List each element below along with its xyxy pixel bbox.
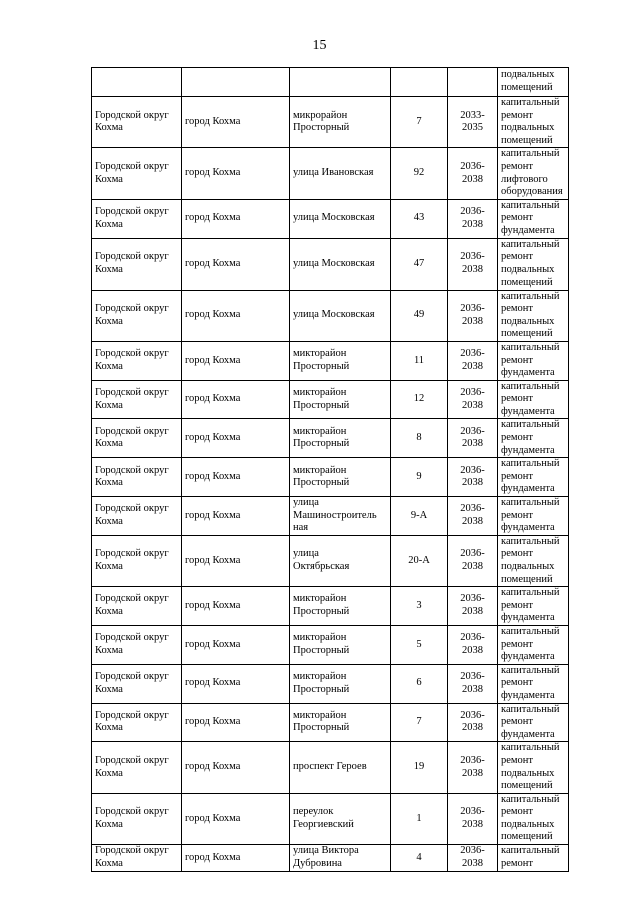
work-type-cell-text: капитальный ремонт подвальных помещений bbox=[501, 290, 560, 340]
house-number-cell-text: 11 bbox=[413, 354, 425, 366]
street-cell bbox=[290, 497, 391, 536]
work-type-cell bbox=[498, 664, 569, 703]
settlement-cell bbox=[182, 625, 290, 664]
street-cell-text: улица Московская bbox=[293, 257, 375, 269]
settlement-cell-text: город Кохма bbox=[185, 554, 241, 566]
house-number-cell bbox=[391, 458, 448, 497]
period-cell-text: 2036- 2038 bbox=[460, 754, 485, 779]
period-cell-text: 2033- 2035 bbox=[460, 109, 485, 134]
house-number-cell-text: 9 bbox=[416, 470, 422, 482]
street-cell-text: микторайон Просторный bbox=[293, 348, 350, 372]
house-number-cell bbox=[391, 535, 448, 586]
work-type-cell bbox=[498, 497, 569, 536]
street-cell-text: микторайон Просторный bbox=[293, 464, 350, 489]
street-cell bbox=[290, 845, 391, 872]
period-cell bbox=[448, 458, 498, 497]
period-cell bbox=[448, 290, 498, 341]
period-cell-text: 2036- 2038 bbox=[460, 845, 485, 870]
municipality-cell bbox=[92, 68, 182, 97]
street-cell bbox=[290, 703, 391, 742]
work-type-cell-text: капитальный ремонт подвальных помещений bbox=[501, 97, 560, 146]
settlement-cell-text: город Кохма bbox=[185, 761, 241, 773]
house-number-cell-text: 20-А bbox=[408, 554, 430, 566]
municipality-cell-text: Городской округ Кохма bbox=[95, 671, 169, 695]
table-row bbox=[92, 97, 569, 148]
period-cell bbox=[448, 845, 498, 872]
settlement-cell bbox=[182, 148, 290, 199]
municipality-cell-text: Городской округ Кохма bbox=[95, 503, 169, 527]
work-type-cell bbox=[498, 199, 569, 238]
work-type-cell bbox=[498, 238, 569, 290]
settlement-cell-text: город Кохма bbox=[185, 115, 241, 127]
settlement-cell-text: город Кохма bbox=[185, 812, 241, 824]
settlement-cell-text: город Кохма bbox=[185, 167, 241, 179]
work-type-cell-text: капитальный ремонт bbox=[501, 845, 560, 870]
period-cell-text: 2036- 2038 bbox=[460, 593, 485, 618]
house-number-cell bbox=[391, 341, 448, 380]
settlement-cell bbox=[182, 535, 290, 586]
street-cell-text: улица Машиностроитель ная bbox=[293, 497, 377, 534]
period-cell-text: 2036- 2038 bbox=[460, 548, 485, 572]
settlement-cell bbox=[182, 419, 290, 458]
table-row bbox=[92, 793, 569, 844]
house-number-cell-text: 5 bbox=[416, 638, 422, 650]
street-cell bbox=[290, 290, 391, 341]
municipality-cell-text: Городской округ Кохма bbox=[95, 206, 169, 230]
period-cell bbox=[448, 703, 498, 742]
street-cell-text: микторайон Просторный bbox=[293, 671, 350, 695]
street-cell bbox=[290, 341, 391, 380]
table-row bbox=[92, 380, 569, 419]
municipality-cell bbox=[92, 703, 182, 742]
period-cell bbox=[448, 341, 498, 380]
municipality-cell bbox=[92, 664, 182, 703]
street-cell-text: улица Московская bbox=[293, 309, 375, 321]
work-type-cell bbox=[498, 703, 569, 742]
period-cell-text: 2036- 2038 bbox=[460, 160, 485, 185]
settlement-cell bbox=[182, 341, 290, 380]
house-number-cell bbox=[391, 97, 448, 148]
settlement-cell-text: город Кохма bbox=[185, 677, 241, 689]
municipality-cell-text: Городской округ Кохма bbox=[95, 593, 169, 618]
table-row bbox=[92, 238, 569, 290]
settlement-cell bbox=[182, 68, 290, 97]
work-type-cell-text: капитальный ремонт фундамента bbox=[501, 199, 560, 236]
settlement-cell-text: город Кохма bbox=[185, 509, 241, 521]
work-type-cell-text: капитальный ремонт лифтового оборудования bbox=[501, 148, 563, 198]
house-number-cell-text: 4 bbox=[416, 851, 422, 863]
table-row bbox=[92, 419, 569, 458]
period-cell-text: 2036- 2038 bbox=[460, 206, 485, 230]
work-type-cell-text: капитальный ремонт фундамента bbox=[501, 341, 560, 379]
period-cell-text: 2036- 2038 bbox=[460, 709, 485, 734]
municipality-cell bbox=[92, 535, 182, 586]
work-type-cell bbox=[498, 341, 569, 380]
settlement-cell bbox=[182, 497, 290, 536]
house-number-cell bbox=[391, 380, 448, 419]
municipality-cell bbox=[92, 419, 182, 458]
settlement-cell bbox=[182, 845, 290, 872]
street-cell bbox=[290, 458, 391, 497]
house-number-cell bbox=[391, 703, 448, 742]
work-type-cell-text: капитальный ремонт фундамента bbox=[501, 587, 560, 624]
settlement-cell bbox=[182, 742, 290, 793]
municipality-cell-text: Городской округ Кохма bbox=[95, 632, 169, 656]
work-type-cell bbox=[498, 148, 569, 199]
settlement-cell-text: город Кохма bbox=[185, 470, 241, 482]
work-type-cell-text: капитальный ремонт фундамента bbox=[501, 497, 560, 534]
house-number-cell-text: 12 bbox=[413, 393, 425, 405]
house-number-cell-text: 19 bbox=[413, 761, 425, 773]
period-cell bbox=[448, 497, 498, 536]
street-cell-text: улица Виктора Дубровина bbox=[293, 845, 359, 870]
period-cell bbox=[448, 793, 498, 844]
work-type-cell-text: капитальный ремонт подвальных помещений bbox=[501, 535, 560, 585]
table-row bbox=[92, 458, 569, 497]
page-number: 15 bbox=[312, 38, 327, 53]
municipality-cell bbox=[92, 341, 182, 380]
municipality-cell bbox=[92, 742, 182, 793]
work-type-cell-text: подвальных помещений bbox=[501, 69, 555, 93]
house-number-cell-text: 7 bbox=[416, 716, 422, 728]
table-row bbox=[92, 68, 569, 97]
street-cell-text: микторайон Просторный bbox=[293, 632, 350, 656]
work-type-cell bbox=[498, 742, 569, 793]
work-type-cell bbox=[498, 587, 569, 626]
table-row bbox=[92, 742, 569, 793]
municipality-cell-text: Городской округ Кохма bbox=[95, 845, 169, 870]
table-row bbox=[92, 664, 569, 703]
settlement-cell-text: город Кохма bbox=[185, 432, 241, 444]
work-type-cell bbox=[498, 458, 569, 497]
work-type-cell-text: капитальный ремонт фундамента bbox=[501, 419, 560, 456]
street-cell bbox=[290, 238, 391, 290]
house-number-cell-text: 43 bbox=[413, 212, 425, 224]
settlement-cell bbox=[182, 380, 290, 419]
work-type-cell bbox=[498, 97, 569, 148]
municipality-cell bbox=[92, 458, 182, 497]
work-type-cell-text: капитальный ремонт фундамента bbox=[501, 625, 560, 663]
work-type-cell-text: капитальный ремонт фундамента bbox=[501, 664, 560, 701]
municipality-cell-text: Городской округ Кохма bbox=[95, 548, 169, 572]
settlement-cell-text: город Кохма bbox=[185, 599, 241, 611]
period-cell-text: 2036- 2038 bbox=[460, 303, 485, 327]
work-type-cell bbox=[498, 625, 569, 664]
period-cell bbox=[448, 68, 498, 97]
settlement-cell bbox=[182, 793, 290, 844]
municipality-cell-text: Городской округ Кохма bbox=[95, 348, 169, 372]
house-number-cell bbox=[391, 199, 448, 238]
table-row bbox=[92, 625, 569, 664]
work-type-cell-text: капитальный ремонт подвальных помещений bbox=[501, 238, 560, 288]
municipality-cell-text: Городской округ Кохма bbox=[95, 109, 169, 134]
house-number-cell bbox=[391, 664, 448, 703]
street-cell-text: улица Ивановская bbox=[293, 167, 374, 179]
street-cell bbox=[290, 664, 391, 703]
street-cell bbox=[290, 380, 391, 419]
house-number-cell-text: 3 bbox=[416, 599, 422, 611]
settlement-cell bbox=[182, 97, 290, 148]
street-cell-text: улица Октябрьская bbox=[293, 548, 350, 572]
municipality-cell-text: Городской округ Кохма bbox=[95, 709, 169, 734]
house-number-cell-text: 6 bbox=[416, 677, 422, 689]
street-cell bbox=[290, 419, 391, 458]
house-number-cell-text: 1 bbox=[416, 812, 422, 824]
settlement-cell bbox=[182, 458, 290, 497]
period-cell-text: 2036- 2038 bbox=[460, 348, 485, 372]
house-number-cell bbox=[391, 793, 448, 844]
street-cell-text: переулок Георгиевский bbox=[293, 806, 354, 830]
period-cell-text: 2036- 2038 bbox=[460, 425, 485, 450]
period-cell bbox=[448, 742, 498, 793]
municipality-cell bbox=[92, 97, 182, 148]
work-type-cell-text: капитальный ремонт подвальных помещений bbox=[501, 793, 560, 843]
municipality-cell bbox=[92, 199, 182, 238]
street-cell-text: проспект Героев bbox=[293, 761, 367, 773]
work-type-cell-text: капитальный ремонт фундамента bbox=[501, 458, 560, 495]
municipality-cell bbox=[92, 290, 182, 341]
work-type-cell-text: капитальный ремонт фундамента bbox=[501, 703, 560, 740]
period-cell bbox=[448, 199, 498, 238]
settlement-cell-text: город Кохма bbox=[185, 257, 241, 269]
house-number-cell bbox=[391, 587, 448, 626]
house-number-cell bbox=[391, 290, 448, 341]
municipality-cell-text: Городской округ Кохма bbox=[95, 251, 169, 276]
house-number-cell-text: 9-А bbox=[410, 509, 428, 521]
municipality-cell bbox=[92, 587, 182, 626]
street-cell-text: микрорайон Просторный bbox=[293, 109, 350, 134]
municipality-cell-text: Городской округ Кохма bbox=[95, 303, 169, 327]
house-number-cell bbox=[391, 238, 448, 290]
street-cell-text: микторайон Просторный bbox=[293, 593, 350, 618]
municipality-cell bbox=[92, 845, 182, 872]
period-cell bbox=[448, 535, 498, 586]
work-type-cell bbox=[498, 845, 569, 872]
municipality-cell-text: Городской округ Кохма bbox=[95, 425, 169, 450]
house-number-cell bbox=[391, 68, 448, 97]
period-cell bbox=[448, 625, 498, 664]
settlement-cell bbox=[182, 664, 290, 703]
table-row bbox=[92, 199, 569, 238]
street-cell-text: улица Московская bbox=[293, 212, 375, 224]
period-cell bbox=[448, 380, 498, 419]
municipality-cell bbox=[92, 238, 182, 290]
period-cell bbox=[448, 664, 498, 703]
work-type-cell bbox=[498, 68, 569, 97]
period-cell bbox=[448, 148, 498, 199]
table-row bbox=[92, 587, 569, 626]
work-type-cell bbox=[498, 535, 569, 586]
settlement-cell bbox=[182, 290, 290, 341]
street-cell bbox=[290, 587, 391, 626]
house-number-cell-text: 47 bbox=[413, 257, 425, 269]
house-number-cell-text: 92 bbox=[413, 167, 425, 179]
street-cell bbox=[290, 97, 391, 148]
house-number-cell bbox=[391, 625, 448, 664]
table-body bbox=[92, 68, 569, 872]
street-cell bbox=[290, 535, 391, 586]
municipality-cell bbox=[92, 380, 182, 419]
settlement-cell-text: город Кохма bbox=[185, 309, 241, 321]
table-row bbox=[92, 703, 569, 742]
house-number-cell-text: 7 bbox=[416, 115, 422, 127]
street-cell bbox=[290, 199, 391, 238]
table-row bbox=[92, 535, 569, 586]
period-cell-text: 2036- 2038 bbox=[460, 671, 485, 695]
municipality-cell bbox=[92, 793, 182, 844]
table-row bbox=[92, 845, 569, 872]
period-cell-text: 2036- 2038 bbox=[460, 251, 485, 276]
table-row bbox=[92, 497, 569, 536]
municipality-cell bbox=[92, 148, 182, 199]
table-row bbox=[92, 290, 569, 341]
work-type-cell bbox=[498, 419, 569, 458]
work-type-cell bbox=[498, 290, 569, 341]
capital-repair-table bbox=[91, 67, 569, 872]
settlement-cell-text: город Кохма bbox=[185, 393, 241, 405]
settlement-cell bbox=[182, 238, 290, 290]
settlement-cell-text: город Кохма bbox=[185, 638, 241, 650]
settlement-cell bbox=[182, 587, 290, 626]
street-cell-text: микторайон Просторный bbox=[293, 709, 350, 734]
municipality-cell-text: Городской округ Кохма bbox=[95, 806, 169, 830]
work-type-cell-text: капитальный ремонт подвальных помещений bbox=[501, 742, 560, 792]
municipality-cell bbox=[92, 497, 182, 536]
house-number-cell bbox=[391, 497, 448, 536]
work-type-cell-text: капитальный ремонт фундамента bbox=[501, 380, 560, 417]
house-number-cell bbox=[391, 148, 448, 199]
period-cell bbox=[448, 238, 498, 290]
settlement-cell-text: город Кохма bbox=[185, 716, 241, 728]
street-cell bbox=[290, 625, 391, 664]
street-cell bbox=[290, 148, 391, 199]
settlement-cell-text: город Кохма bbox=[185, 851, 241, 863]
period-cell-text: 2036- 2038 bbox=[460, 806, 485, 830]
period-cell-text: 2036- 2038 bbox=[460, 386, 485, 411]
house-number-cell bbox=[391, 419, 448, 458]
street-cell bbox=[290, 742, 391, 793]
municipality-cell-text: Городской округ Кохма bbox=[95, 160, 169, 185]
settlement-cell-text: город Кохма bbox=[185, 212, 241, 224]
settlement-cell bbox=[182, 199, 290, 238]
period-cell-text: 2036- 2038 bbox=[460, 503, 485, 527]
period-cell-text: 2036- 2038 bbox=[460, 632, 485, 656]
table-row bbox=[92, 341, 569, 380]
table-row bbox=[92, 148, 569, 199]
house-number-cell-text: 8 bbox=[416, 432, 422, 444]
settlement-cell bbox=[182, 703, 290, 742]
period-cell bbox=[448, 97, 498, 148]
street-cell-text: микторайон Просторный bbox=[293, 386, 350, 411]
period-cell-text: 2036- 2038 bbox=[460, 464, 485, 489]
work-type-cell bbox=[498, 793, 569, 844]
house-number-cell-text: 49 bbox=[413, 309, 425, 321]
municipality-cell-text: Городской округ Кохма bbox=[95, 386, 169, 411]
street-cell bbox=[290, 68, 391, 97]
period-cell bbox=[448, 419, 498, 458]
house-number-cell bbox=[391, 742, 448, 793]
municipality-cell-text: Городской округ Кохма bbox=[95, 754, 169, 779]
settlement-cell-text: город Кохма bbox=[185, 354, 241, 366]
street-cell-text: микторайон Просторный bbox=[293, 425, 350, 450]
work-type-cell bbox=[498, 380, 569, 419]
street-cell bbox=[290, 793, 391, 844]
municipality-cell-text: Городской округ Кохма bbox=[95, 464, 169, 489]
house-number-cell bbox=[391, 845, 448, 872]
period-cell bbox=[448, 587, 498, 626]
municipality-cell bbox=[92, 625, 182, 664]
